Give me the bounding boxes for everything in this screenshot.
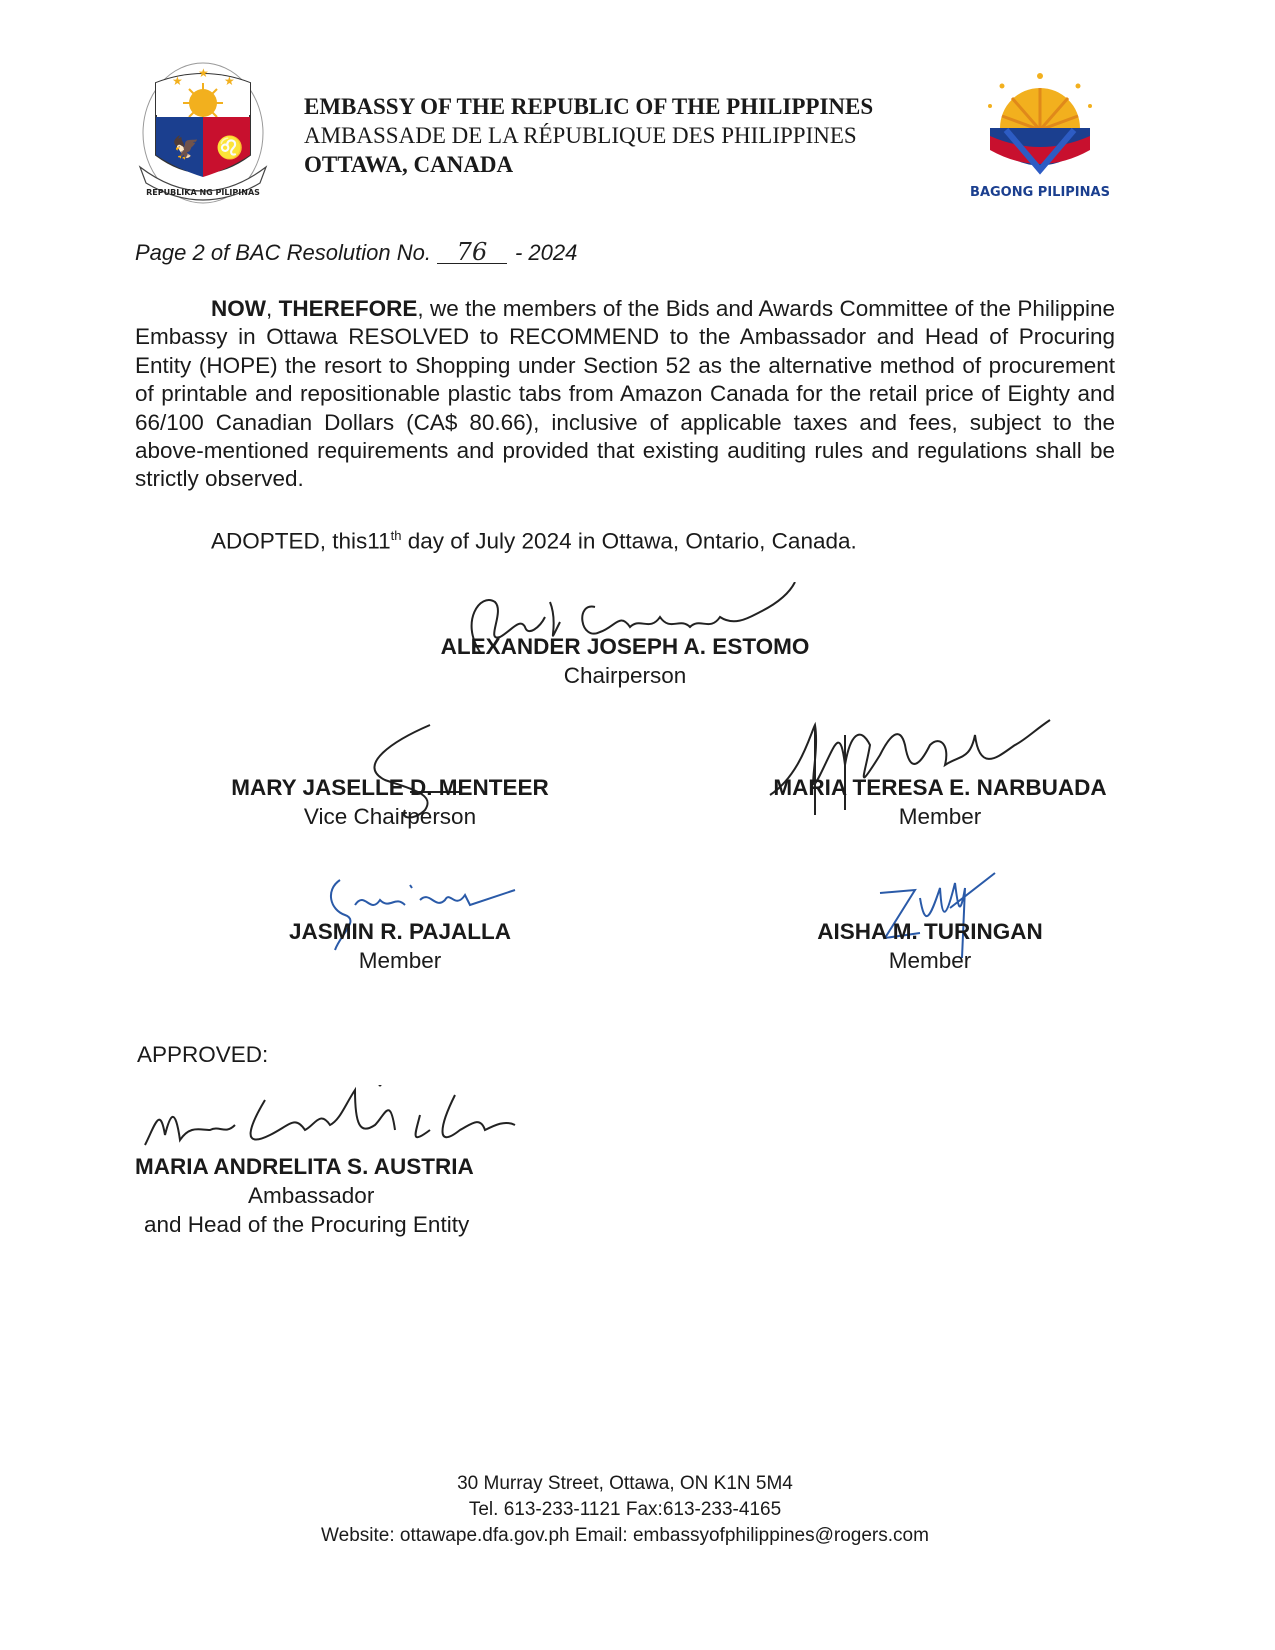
header-line-2: AMBASSADE DE LA RÉPUBLIQUE DES PHILIPPINES bbox=[304, 123, 857, 148]
lead-therefore: THEREFORE bbox=[278, 296, 418, 321]
signatory-role: Member bbox=[898, 804, 982, 829]
footer-web: Website: ottawape.dfa.gov.ph Email: embassyofphilippines@rogers.com bbox=[321, 1525, 929, 1546]
page-ref-prefix: Page 2 of BAC Resolution No. bbox=[135, 240, 431, 265]
footer-address: 30 Murray Street, Ottawa, ON K1N 5M4 bbox=[457, 1473, 793, 1494]
seal-motto: REPUBLIKA NG PILIPINAS bbox=[146, 188, 260, 197]
svg-text:★: ★ bbox=[172, 74, 183, 88]
signatory-name: MARY JASELLE D. MENTEER bbox=[231, 775, 549, 800]
page-ref-suffix: - 2024 bbox=[514, 240, 578, 265]
footer bbox=[0, 1471, 1250, 1549]
signatory-vice-chairperson bbox=[180, 773, 600, 831]
bagong-pilipinas-logo bbox=[960, 58, 1120, 203]
signatory-chairperson bbox=[380, 632, 870, 690]
embassy-header bbox=[304, 92, 873, 179]
signatory-role: Member bbox=[888, 948, 972, 973]
adopted-line bbox=[211, 528, 857, 555]
philippine-seal-logo bbox=[132, 55, 274, 210]
footer-phone: Tel. 613-233-1121 Fax:613-233-4165 bbox=[468, 1499, 782, 1520]
ambassador-name: MARIA ANDRELITA S. AUSTRIA bbox=[135, 1154, 474, 1179]
resolution-number: 76 bbox=[437, 241, 507, 264]
signatory-role: Member bbox=[358, 948, 442, 973]
svg-text:★: ★ bbox=[224, 74, 235, 88]
lead-now: NOW bbox=[211, 296, 266, 321]
header-line-1: EMBASSY OF THE REPUBLIC OF THE PHILIPPINES bbox=[304, 94, 874, 119]
logo-wordmark: BAGONG PILIPINAS bbox=[970, 185, 1110, 200]
signatory-pajalla bbox=[230, 917, 570, 975]
svg-text:🦅: 🦅 bbox=[172, 135, 200, 160]
approved-label: APPROVED: bbox=[137, 1042, 269, 1067]
adopted-pre: ADOPTED, this11 bbox=[211, 528, 391, 554]
signatory-name: ALEXANDER JOSEPH A. ESTOMO bbox=[440, 634, 810, 659]
ambassador-block bbox=[135, 1152, 474, 1239]
hope-title: and Head of the Procuring Entity bbox=[144, 1212, 470, 1237]
signatory-name: MARIA TERESA E. NARBUADA bbox=[773, 775, 1107, 800]
adopted-sup: th bbox=[390, 528, 402, 543]
signatory-narbuada bbox=[720, 773, 1160, 831]
signatory-name: JASMIN R. PAJALLA bbox=[288, 919, 512, 944]
adopted-post: day of July 2024 in Ottawa, Ontario, Canada. bbox=[401, 528, 857, 554]
lead-comma: , bbox=[266, 296, 279, 321]
svg-text:♌: ♌ bbox=[216, 135, 244, 160]
signatory-role: Vice Chairperson bbox=[303, 804, 477, 829]
header-line-3: OTTAWA, CANADA bbox=[304, 152, 514, 177]
resolution-text: , we the members of the Bids and Awards Committee of the Philippine Embassy in Ottawa RESOLVED to RECOMMEND to the Ambassador and Head of Procuring Entity (HOPE) the resort to Shopping under Section 52 as the alternative method of procurement of printable and repositionable plastic tabs from Amazon Canada for the retail price of Eighty and 66/100 Canadian Dollars (CA$ 80.66), inclusive of applicable taxes and fees, subject to the above-mentioned requirements and provided that existing auditing rules and regulations shall be strictly observed. bbox=[135, 296, 1115, 492]
page-reference bbox=[135, 240, 577, 266]
signatory-turingan bbox=[770, 917, 1090, 975]
ambassador-title: Ambassador bbox=[248, 1183, 375, 1208]
svg-text:★: ★ bbox=[198, 66, 209, 80]
signatory-name: AISHA M. TURINGAN bbox=[817, 919, 1043, 944]
signatory-role: Chairperson bbox=[563, 663, 687, 688]
resolution-paragraph bbox=[135, 295, 1115, 494]
